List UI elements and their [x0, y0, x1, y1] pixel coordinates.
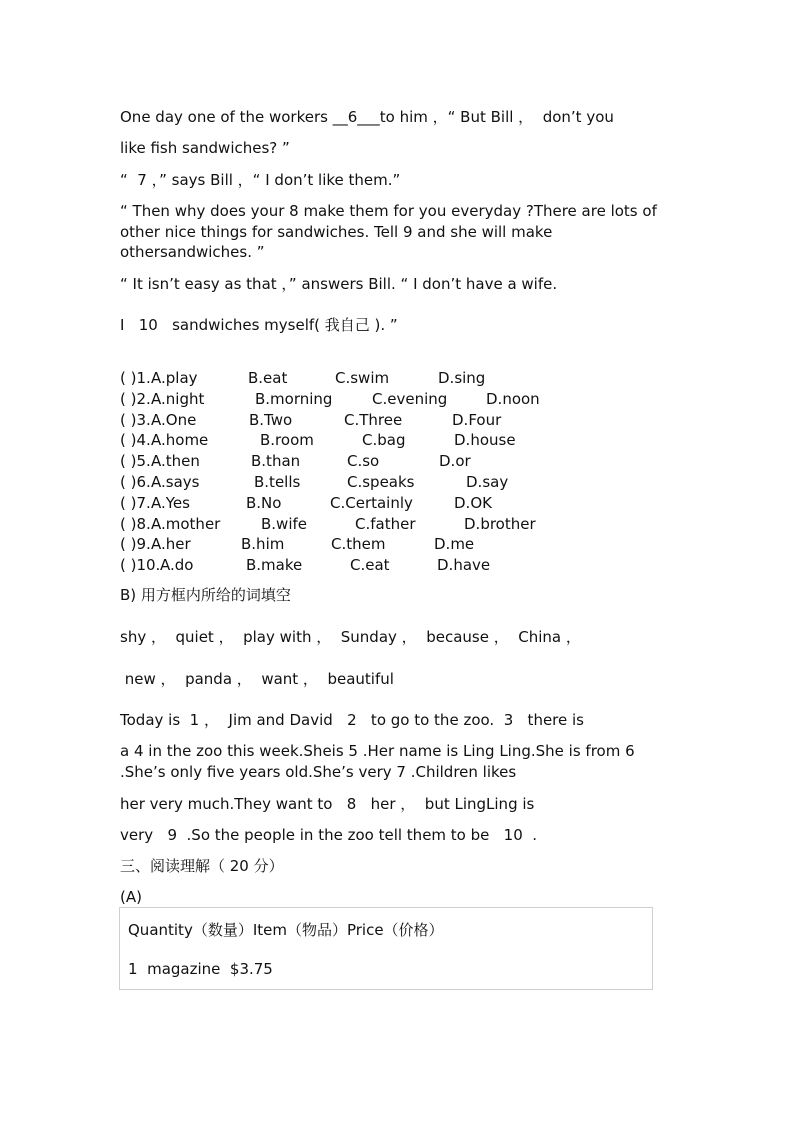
cloze-line-3: her very much.They want to 8 her ， but LingLing is	[120, 795, 535, 813]
cloze-line-4: very 9 .So the people in the zoo tell them to be 10 .	[120, 826, 538, 844]
option-b: B.morning	[255, 389, 333, 408]
option-b: B.make	[246, 556, 303, 575]
word-bank-line-2: new ， panda ， want ， beautiful	[120, 670, 394, 688]
option-d: D.Four	[452, 410, 502, 429]
option-a: A.One	[151, 410, 197, 429]
option-c: C.Three	[344, 410, 403, 429]
question-number: ( )1.	[120, 369, 151, 387]
option-a: A.her	[151, 535, 191, 554]
cloze-line-1: Today is 1 ， Jim and David 2 to go to the zoo. 3 there is	[120, 711, 584, 729]
table-row: 1 magazine $3.75	[128, 960, 273, 978]
option-a: A.Yes	[151, 493, 190, 512]
option-a: A.mother	[151, 514, 221, 533]
option-b: B.room	[260, 431, 314, 450]
option-c: C.them	[331, 535, 386, 554]
option-d: D.house	[454, 431, 516, 450]
option-a: A.night	[151, 389, 205, 408]
question-number: ( )8.	[120, 514, 151, 533]
option-c: C.evening	[372, 389, 448, 408]
question-number: ( )4.	[120, 431, 151, 450]
option-c: C.speaks	[347, 473, 415, 491]
option-c: C.bag	[362, 431, 406, 450]
passage-line-3: “ 7 ，” says Bill ，“ I don’t like them.”	[120, 171, 401, 189]
section-3-sub: (A)	[120, 888, 142, 906]
question-number: ( )6.	[120, 473, 151, 491]
option-b: B.No	[246, 493, 282, 512]
section-b-heading: B) 用方框内所给的词填空	[120, 586, 291, 604]
option-a: A.says	[151, 473, 200, 491]
option-b: B.him	[241, 535, 285, 554]
passage-line-4: “ Then why does your 8 make them for you everyday ?There are lots of other nice things for sandwiches. Tell 9 and she will make othersandwiches. ”	[120, 202, 657, 261]
question-number: ( )10.	[120, 556, 161, 575]
option-b: B.eat	[248, 369, 288, 387]
option-d: D.OK	[454, 493, 492, 512]
option-a: A.play	[151, 369, 198, 387]
passage-line-2: like fish sandwiches? ”	[120, 139, 290, 157]
option-c: C.swim	[335, 369, 390, 387]
option-d: D.sing	[438, 369, 486, 387]
word-bank-line-1: shy ， quiet ， play with ， Sunday ， because ， China ，	[120, 628, 581, 646]
option-a: A.home	[151, 431, 209, 450]
option-c: C.eat	[350, 556, 390, 575]
passage-line-6: I 10 sandwiches myself( 我自己 ). ”	[120, 316, 398, 334]
option-b: B.than	[251, 452, 301, 471]
option-a: A.then	[151, 452, 200, 471]
option-d: D.have	[437, 556, 491, 575]
option-b: B.tells	[254, 473, 301, 491]
cloze-line-2: a 4 in the zoo this week.Sheis 5 .Her name is Ling Ling.She is from 6 .She’s only five years old.She’s very 7 .Children likes	[120, 742, 635, 781]
table-header: Quantity（数量）Item（物品）Price（价格）	[128, 921, 444, 939]
option-d: D.say	[466, 473, 509, 491]
question-number: ( )5.	[120, 452, 151, 471]
option-d: D.me	[434, 535, 475, 554]
option-c: C.Certainly	[330, 493, 413, 512]
price-table	[119, 907, 653, 990]
option-c: C.father	[355, 514, 416, 533]
option-d: D.or	[439, 452, 471, 471]
option-a: A.do	[160, 556, 194, 575]
passage-line-1: One day one of the workers __6___to him ，“ But Bill ， don’t you	[120, 108, 614, 126]
section-3-heading: 三、阅读理解（ 20 分）	[120, 857, 284, 875]
question-number: ( )3.	[120, 410, 151, 429]
option-d: D.brother	[464, 514, 536, 533]
option-c: C.so	[347, 452, 380, 471]
question-number: ( )7.	[120, 493, 151, 512]
question-number: ( )2.	[120, 389, 151, 408]
option-d: D.noon	[486, 389, 540, 408]
question-number: ( )9.	[120, 535, 151, 554]
option-b: B.Two	[249, 410, 293, 429]
passage-line-5: “ It isn’t easy as that ，” answers Bill. “ I don’t have a wife.	[120, 275, 558, 293]
option-b: B.wife	[261, 514, 308, 533]
